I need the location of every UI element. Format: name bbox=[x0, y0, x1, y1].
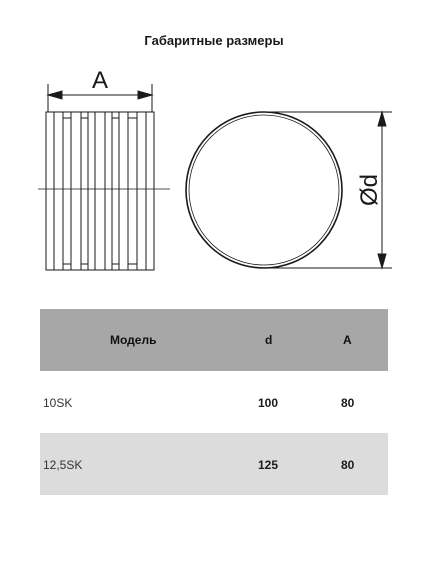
row-a: 80 bbox=[341, 458, 355, 472]
header-a: A bbox=[343, 333, 352, 347]
dimensions-table bbox=[40, 309, 388, 495]
row-d: 100 bbox=[258, 396, 279, 410]
page-title: Габаритные размеры bbox=[144, 33, 284, 48]
side-view bbox=[38, 84, 170, 270]
table-row bbox=[40, 433, 388, 495]
row-d: 125 bbox=[258, 458, 279, 472]
row-a: 80 bbox=[341, 396, 355, 410]
dimension-d-label: Ød bbox=[356, 173, 383, 207]
row-model: 12,5SK bbox=[43, 458, 83, 472]
header-d: d bbox=[265, 333, 273, 347]
dimension-a-label: A bbox=[91, 67, 109, 94]
header-model: Модель bbox=[110, 333, 157, 347]
table-row bbox=[40, 371, 388, 433]
table-header-row bbox=[40, 309, 388, 371]
row-model: 10SK bbox=[43, 396, 73, 410]
